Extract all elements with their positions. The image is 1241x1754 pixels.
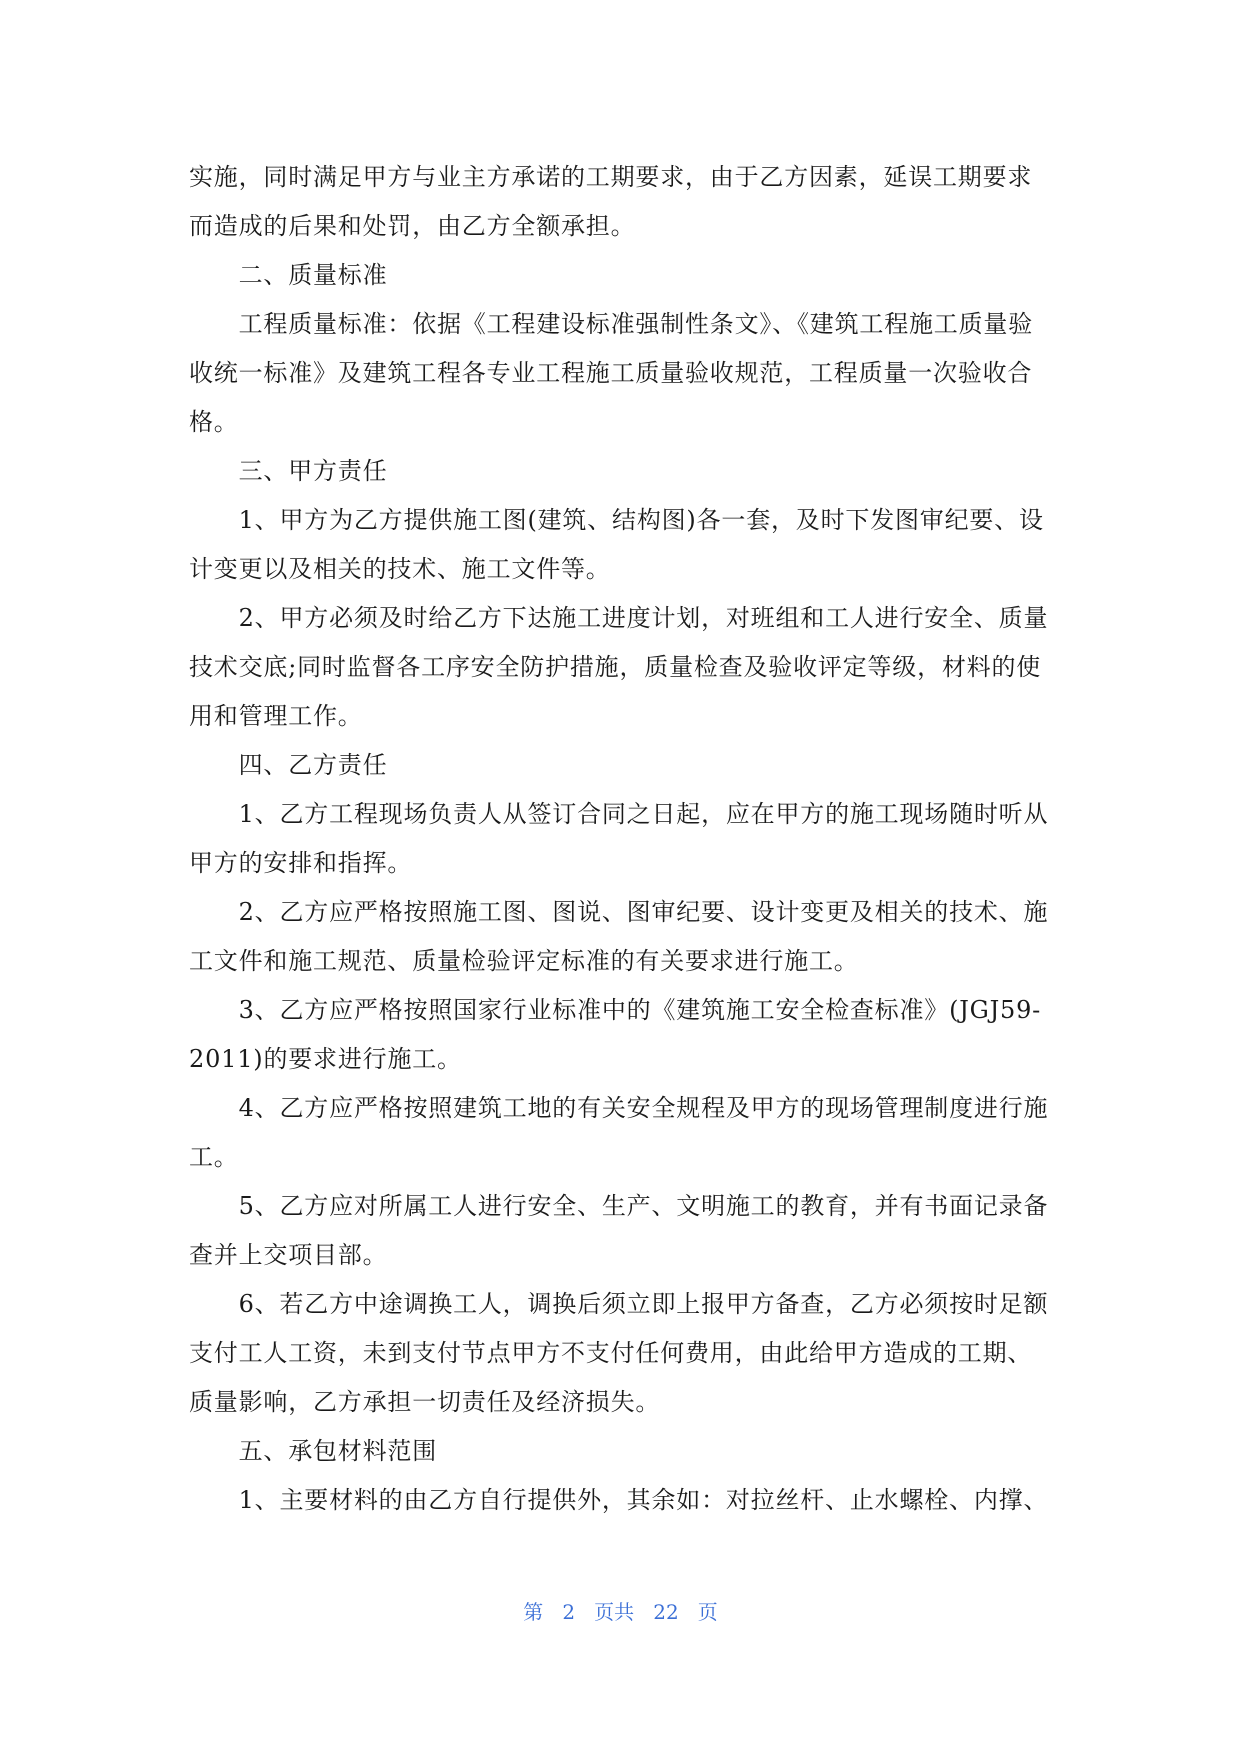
text-line: 甲方的安排和指挥。	[189, 849, 413, 877]
text-line: 2、甲方必须及时给乙方下达施工进度计划，对班组和工人进行安全、质量	[189, 604, 1049, 632]
text-line: 查并上交项目部。	[189, 1241, 388, 1269]
text-line: 1、主要材料的由乙方自行提供外，其余如：对拉丝杆、止水螺栓、内撑、	[189, 1486, 1049, 1514]
footer-suffix: 页	[697, 1600, 718, 1624]
text-line: 2、乙方应严格按照施工图、图说、图审纪要、设计变更及相关的技术、施	[189, 898, 1049, 926]
text-line: 工文件和施工规范、质量检验评定标准的有关要求进行施工。	[189, 947, 859, 975]
text-line: 工。	[189, 1143, 239, 1171]
document-body	[189, 153, 1055, 1525]
page-footer	[0, 1596, 1241, 1625]
footer-prefix: 第	[523, 1600, 544, 1624]
current-page-number: 2	[562, 1600, 576, 1624]
text-line: 而造成的后果和处罚，由乙方全额承担。	[189, 212, 636, 240]
section-heading-materials: 五、承包材料范围	[189, 1437, 437, 1465]
section-heading-party-a: 三、甲方责任	[189, 457, 388, 485]
text-line: 计变更以及相关的技术、施工文件等。	[189, 555, 611, 583]
text-line: 质量影响，乙方承担一切责任及经济损失。	[189, 1388, 661, 1416]
text-line: 技术交底;同时监督各工序安全防护措施，质量检查及验收评定等级，材料的使	[189, 653, 1042, 681]
text-line: 2011)的要求进行施工。	[189, 1045, 462, 1073]
footer-middle: 页共	[594, 1600, 635, 1624]
text-line: 实施，同时满足甲方与业主方承诺的工期要求，由于乙方因素，延误工期要求	[189, 163, 1033, 191]
text-line: 6、若乙方中途调换工人，调换后须立即上报甲方备查，乙方必须按时足额	[189, 1290, 1049, 1318]
text-line: 支付工人工资，未到支付节点甲方不支付任何费用，由此给甲方造成的工期、	[189, 1339, 1033, 1367]
text-line: 工程质量标准：依据《工程建设标准强制性条文》、《建筑工程施工质量验	[189, 310, 1033, 338]
text-line: 1、乙方工程现场负责人从签订合同之日起，应在甲方的施工现场随时听从	[189, 800, 1049, 828]
section-heading-quality: 二、质量标准	[189, 261, 388, 289]
text-line: 4、乙方应严格按照建筑工地的有关安全规程及甲方的现场管理制度进行施	[189, 1094, 1049, 1122]
text-line: 1、甲方为乙方提供施工图(建筑、结构图)各一套，及时下发图审纪要、设	[189, 506, 1044, 534]
text-line: 收统一标准》及建筑工程各专业工程施工质量验收规范，工程质量一次验收合	[189, 359, 1033, 387]
text-line: 3、乙方应严格按照国家行业标准中的《建筑施工安全检查标准》(JGJ59-	[189, 996, 1042, 1024]
total-pages-number: 22	[653, 1600, 679, 1624]
text-line: 5、乙方应对所属工人进行安全、生产、文明施工的教育，并有书面记录备	[189, 1192, 1049, 1220]
section-heading-party-b: 四、乙方责任	[189, 751, 388, 779]
text-line: 格。	[189, 408, 239, 436]
text-line: 用和管理工作。	[189, 702, 363, 730]
